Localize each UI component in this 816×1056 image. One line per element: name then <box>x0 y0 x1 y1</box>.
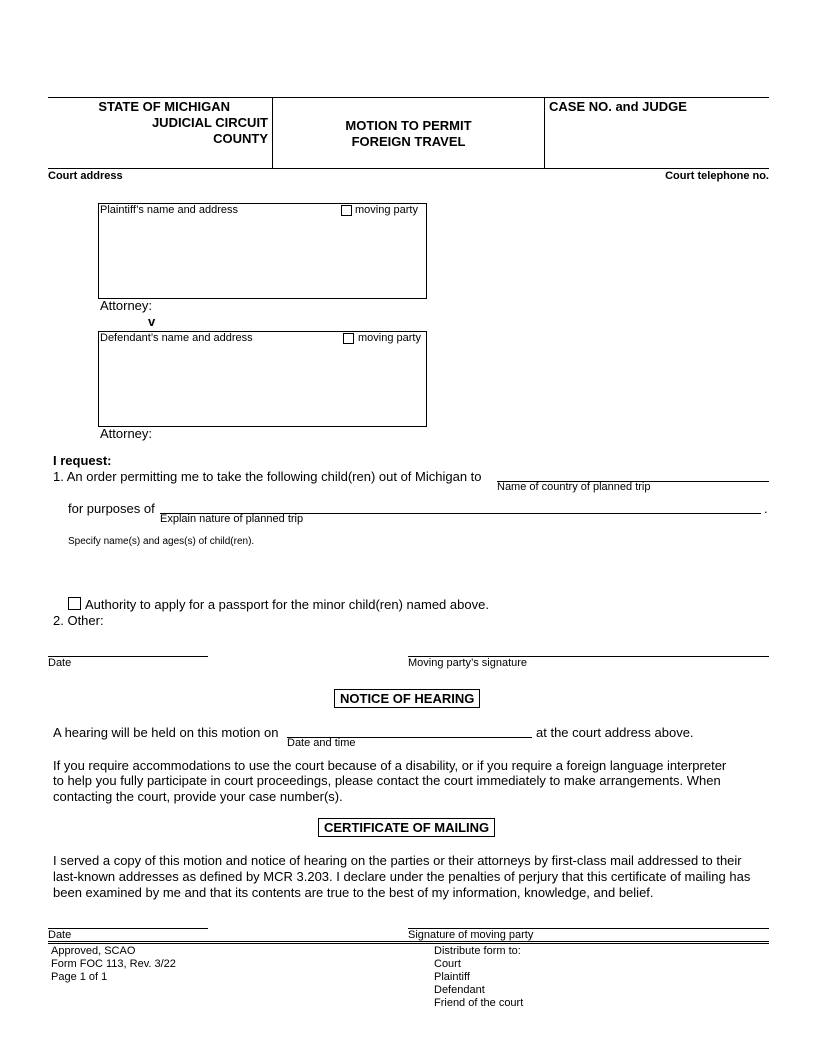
defendant-box[interactable] <box>98 331 427 427</box>
footer-dist-defendant: Defendant <box>434 984 485 996</box>
footer-rule-1 <box>48 941 769 942</box>
request-heading: I request: <box>53 453 112 468</box>
header-divider-left <box>272 97 273 169</box>
certificate-line2: last-known addresses as defined by MCR 3.203. I declare under the penalties of perjury that this certificate of mailing has <box>53 869 751 884</box>
case-no-label: CASE NO. and JUDGE <box>549 99 687 114</box>
county-label: COUNTY <box>213 131 268 146</box>
footer-form-number: Form FOC 113, Rev. 3/22 <box>51 958 176 970</box>
header-bottom-rule <box>48 168 769 169</box>
footer-rule-2 <box>48 943 769 944</box>
footer-approved: Approved, SCAO <box>51 945 136 957</box>
request-signature-caption: Moving party’s signature <box>408 657 528 669</box>
accommodations-line2: to help you fully participate in court proceedings, please contact the court immediately to make arrangements. When <box>53 773 721 788</box>
defendant-attorney-label: Attorney: <box>100 426 153 441</box>
plaintiff-moving-party-label: moving party <box>355 204 418 216</box>
footer-distribute-label: Distribute form to: <box>434 945 521 957</box>
footer-page: Page 1 of 1 <box>51 971 108 983</box>
purpose-label: for purposes of <box>68 501 155 516</box>
request-date-line[interactable] <box>48 656 208 657</box>
accommodations-line1: If you require accommodations to use the court because of a disability, or if you require a foreign language interpreter <box>53 758 727 773</box>
request-date-caption: Date <box>48 657 72 669</box>
passport-label: Authority to apply for a passport for the minor child(ren) named above. <box>85 597 489 612</box>
circuit-label: JUDICIAL CIRCUIT <box>151 115 268 130</box>
form-title-line1: MOTION TO PERMIT <box>345 118 472 133</box>
header-top-rule <box>48 97 769 98</box>
request-item2: 2. Other: <box>53 613 104 628</box>
header-divider-right <box>544 97 545 169</box>
certificate-heading: CERTIFICATE OF MAILING <box>318 818 495 837</box>
accommodations-line3: contacting the court, provide your case number(s). <box>53 789 343 804</box>
court-address-label: Court address <box>48 170 123 182</box>
certificate-date-caption: Date <box>48 929 72 941</box>
plaintiff-label: Plaintiff’s name and address <box>100 204 238 216</box>
court-phone-label: Court telephone no. <box>665 170 769 182</box>
purpose-caption: Explain nature of planned trip <box>160 513 304 525</box>
footer-dist-plaintiff: Plaintiff <box>434 971 470 983</box>
certificate-line3: been examined by me and that its contents are true to the best of my information, knowledge, and belief. <box>53 885 654 900</box>
country-caption: Name of country of planned trip <box>497 481 651 493</box>
notice-heading: NOTICE OF HEARING <box>334 689 480 708</box>
form-title-line2: FOREIGN TRAVEL <box>351 134 466 149</box>
hearing-date-caption: Date and time <box>287 737 356 749</box>
footer-dist-court: Court <box>434 958 461 970</box>
hearing-text-end: at the court address above. <box>536 725 694 740</box>
versus-label: v <box>148 314 156 329</box>
certificate-signature-caption: Signature of moving party <box>408 929 534 941</box>
hearing-text: A hearing will be held on this motion on <box>53 725 279 740</box>
defendant-moving-party-checkbox[interactable] <box>343 333 354 344</box>
request-item1: 1. An order permitting me to take the following child(ren) out of Michigan to <box>53 469 482 484</box>
passport-checkbox[interactable] <box>68 597 81 610</box>
defendant-label: Defendant’s name and address <box>100 332 253 344</box>
footer-dist-friend: Friend of the court <box>434 997 524 1009</box>
plaintiff-attorney-label: Attorney: <box>100 298 153 313</box>
plaintiff-box[interactable] <box>98 203 427 299</box>
state-label: STATE OF MICHIGAN <box>98 99 230 114</box>
purpose-period: . <box>764 501 768 516</box>
certificate-date-line[interactable] <box>48 928 208 929</box>
plaintiff-moving-party-checkbox[interactable] <box>341 205 352 216</box>
children-caption: Specify name(s) and ages(s) of child(ren). <box>68 536 255 547</box>
defendant-moving-party-label: moving party <box>358 332 421 344</box>
certificate-line1: I served a copy of this motion and notice of hearing on the parties or their attorneys by first-class mail addressed to their <box>53 853 742 868</box>
